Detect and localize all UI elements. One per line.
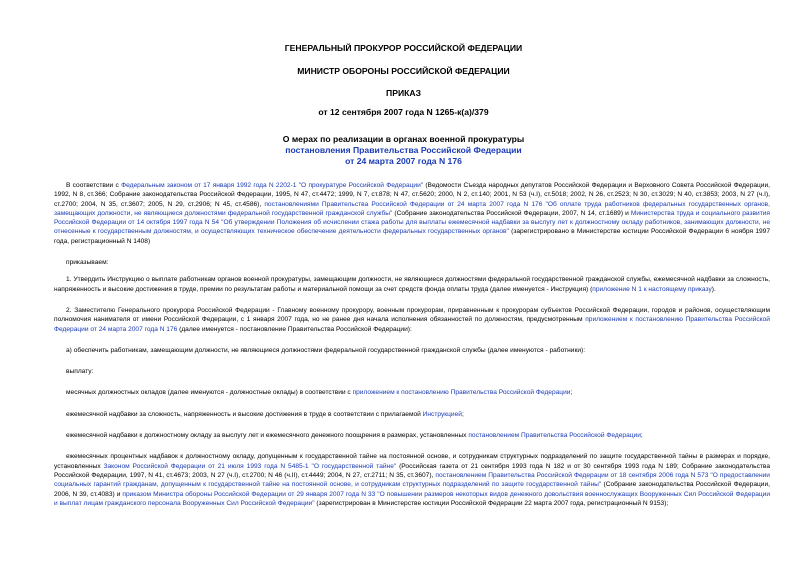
link-government-decree-176[interactable]: постановлениями Правительства Российской Федерации от 24 марта 2007 года N 176 "Об оплате труда работников федеральных государственных органов, замещающих должности, не являющиеся должностями федеральной государственной гражданской службы"	[54, 200, 771, 217]
text-span: (Ведомости Съезда народных депутатов Российской Федерации и Верховного Совета Российской Федерации, 1992, N 8, ст.366; Собрание законодательства Российской Федерации, 1995, N 47, ст.4472; 1999, N 7, ст.878; N 47, ст.5620; 2000, N 2, ст.140; 2001, N 53 (ч.I), ст.5018; 2002, N 26, ст.2523; N 30, ст.3029; N 40, ст.3853; 2003, N 27 (ч.I), ст.2700; 2004, N 35, ст.3607; 2005, N 29, ст.2906; N 45, ст.4586),	[54, 182, 771, 208]
link-law-prosecutor-office[interactable]: Федеральным законом от 17 января 1992 года N 2202-1 "О прокуратуре Российской Федерации"	[121, 182, 424, 189]
text-span: месячных должностных окладов (далее именуются - должностные оклады) в соответствии с	[66, 389, 353, 397]
text-span: ;	[570, 389, 573, 397]
text-span: ;	[461, 410, 464, 418]
document-title	[0, 134, 807, 167]
secrecy-bonus-paragraph	[54, 452, 770, 508]
payment-heading: выплату:	[66, 368, 94, 376]
salary-paragraph	[54, 388, 770, 397]
item-1-paragraph	[54, 275, 770, 294]
text-span: (зарегистрирован в Министерстве юстиции Российской Федерации 22 марта 2007 года, регистрационный N 9153);	[314, 499, 669, 507]
document-date-number: от 12 сентября 2007 года N 1265-к(а)/379	[318, 107, 489, 117]
link-state-secret-law[interactable]: Законом Российской Федерации от 21 июля 1993 года N 5485-1 "О государственной тайне"	[103, 462, 397, 470]
document-body	[54, 181, 770, 508]
text-span: ).	[711, 285, 716, 293]
text-span: (зарегистрировано в Министерстве юстиции Российской Федерации 6 ноября 1997 года, регистрационный N 1408)	[54, 228, 771, 245]
link-decree-appendix[interactable]: приложением к постановлению Правительства Российской Федерации	[352, 389, 571, 397]
link-government-decree[interactable]: постановлением Правительства Российской Федерации	[468, 432, 641, 440]
link-ministry-labor-decree-54[interactable]: Министерства труда и социального развития Российской Федерации от 14 октября 1997 года N 54 "Об утверждении Положения об исчислении стажа работы для выплаты ежемесячной надбавки за выслугу лет к должностному окладу работников, занимающих должности, не отнесенные к государственным должностям, и осуществляющих техническое обеспечение деятельности федеральных государственных органов"	[54, 209, 770, 236]
text-span: 1. Утвердить Инструкцию о выплате работникам органов военной прокуратуры, замещающим должности, не являющиеся должностями федеральной государственной гражданской службы, ежемесячной надбавки за сложность, напряженность и высокие достижения в труде, премии по результатам работы и материальной помощи за счет средств фонда оплаты труда (далее именуется - Инструкция) (	[54, 276, 770, 293]
title-link-line-2[interactable]: постановления Правительства Российской Федерации	[285, 145, 522, 155]
text-span: (Собрание законодательства Российской Федерации, 2006, N 39, ст.4083) и	[54, 481, 770, 498]
text-span: (Российская газета от 21 сентября 1993 года N 182 и от 30 сентября 1993 года N 189; Собрание законодательства Российской Федерации, 1997, N 41, ст.4673; 2003, N 27 (ч.I), ст.2700; N 46 (ч.II), ст.4449; 2004, N 27, ст.2711; N 35, ст.3607),	[54, 462, 771, 479]
title-line-1: О мерах по реализации в органах военной прокуратуры	[282, 134, 525, 144]
preamble-paragraph	[54, 181, 770, 246]
text-span: ежемесячной надбавки за сложность, напряженность и высокие достижения в труде в соответствии с прилагаемой	[66, 410, 423, 418]
text-span: ежемесячной надбавки к должностному окладу за выслугу лет и ежемесячного денежного поощрения в размерах, установленных	[66, 432, 469, 440]
text-span: (Собрание законодательства Российской Федерации, 2007, N 14, ст.1689) и	[392, 209, 631, 217]
link-appendix-1[interactable]: приложение N 1 к настоящему приказу	[592, 285, 712, 293]
text-span: 2. Заместителю Генерального прокурора Российской Федерации - Главному военному прокурору, военным прокурорам, приравненным к прокурорам субъектов Российской Федерации, городов и районов, осуществляющим полномочия нанимателя от имени Российской Федерации, с 1 января 2007 года, но не ранее дня начала исполнения обязанностей по должностям, предусмотренным	[54, 306, 770, 324]
text-span: В соответствии с	[66, 182, 122, 189]
link-government-decree-573[interactable]: постановлением Правительства Российской Федерации от 18 сентября 2006 года N 573 "О предоставлении социальных гарантий гражданам, допущенным к государственной тайне на постоянной основе, и сотрудникам структурных подразделений по защите государственной тайны"	[54, 471, 770, 489]
text-span: ;	[640, 432, 643, 440]
link-appendix-decree-176[interactable]: приложением к постановлению Правительства Российской Федерации от 24 марта 2007 года N 176	[54, 316, 770, 333]
title-link-line-3[interactable]: от 24 марта 2007 года N 176	[345, 156, 462, 166]
issuer-defense-minister: МИНИСТР ОБОРОНЫ РОССИЙСКОЙ ФЕДЕРАЦИИ	[297, 66, 510, 76]
link-instruction[interactable]: Инструкцией	[422, 410, 462, 418]
text-span: ежемесячных процентных надбавок к должностному окладу, допущенным к государственной тайне на постоянной основе, и сотрудникам структурных подразделений по защите государственной тайны в размерах и порядке, установленных	[54, 453, 770, 470]
document-type: ПРИКАЗ	[386, 88, 421, 98]
order-word: приказываем:	[66, 259, 109, 267]
seniority-bonus-paragraph	[54, 431, 770, 440]
item-2-paragraph	[54, 306, 770, 334]
complexity-bonus-paragraph	[54, 410, 770, 419]
text-span: (далее именуется - постановление Правительства Российской Федерации):	[177, 325, 412, 333]
issuer-prosecutor-general: ГЕНЕРАЛЬНЫЙ ПРОКУРОР РОССИЙСКОЙ ФЕДЕРАЦИИ	[284, 43, 523, 53]
item-2a-paragraph: а) обеспечить работникам, замещающим должности, не являющиеся должностями федеральной государственной гражданской службы (далее именуются - работники):	[66, 346, 586, 354]
link-defense-order-33[interactable]: приказом Министра обороны Российской Федерации от 29 января 2007 года N 33 "О повышении размеров некоторых видов денежного довольствия военнослужащих Вооруженных Сил Российской Федерации и выплат лицам гражданского персонала Вооруженных Сил Российской Федерации"	[54, 490, 770, 507]
